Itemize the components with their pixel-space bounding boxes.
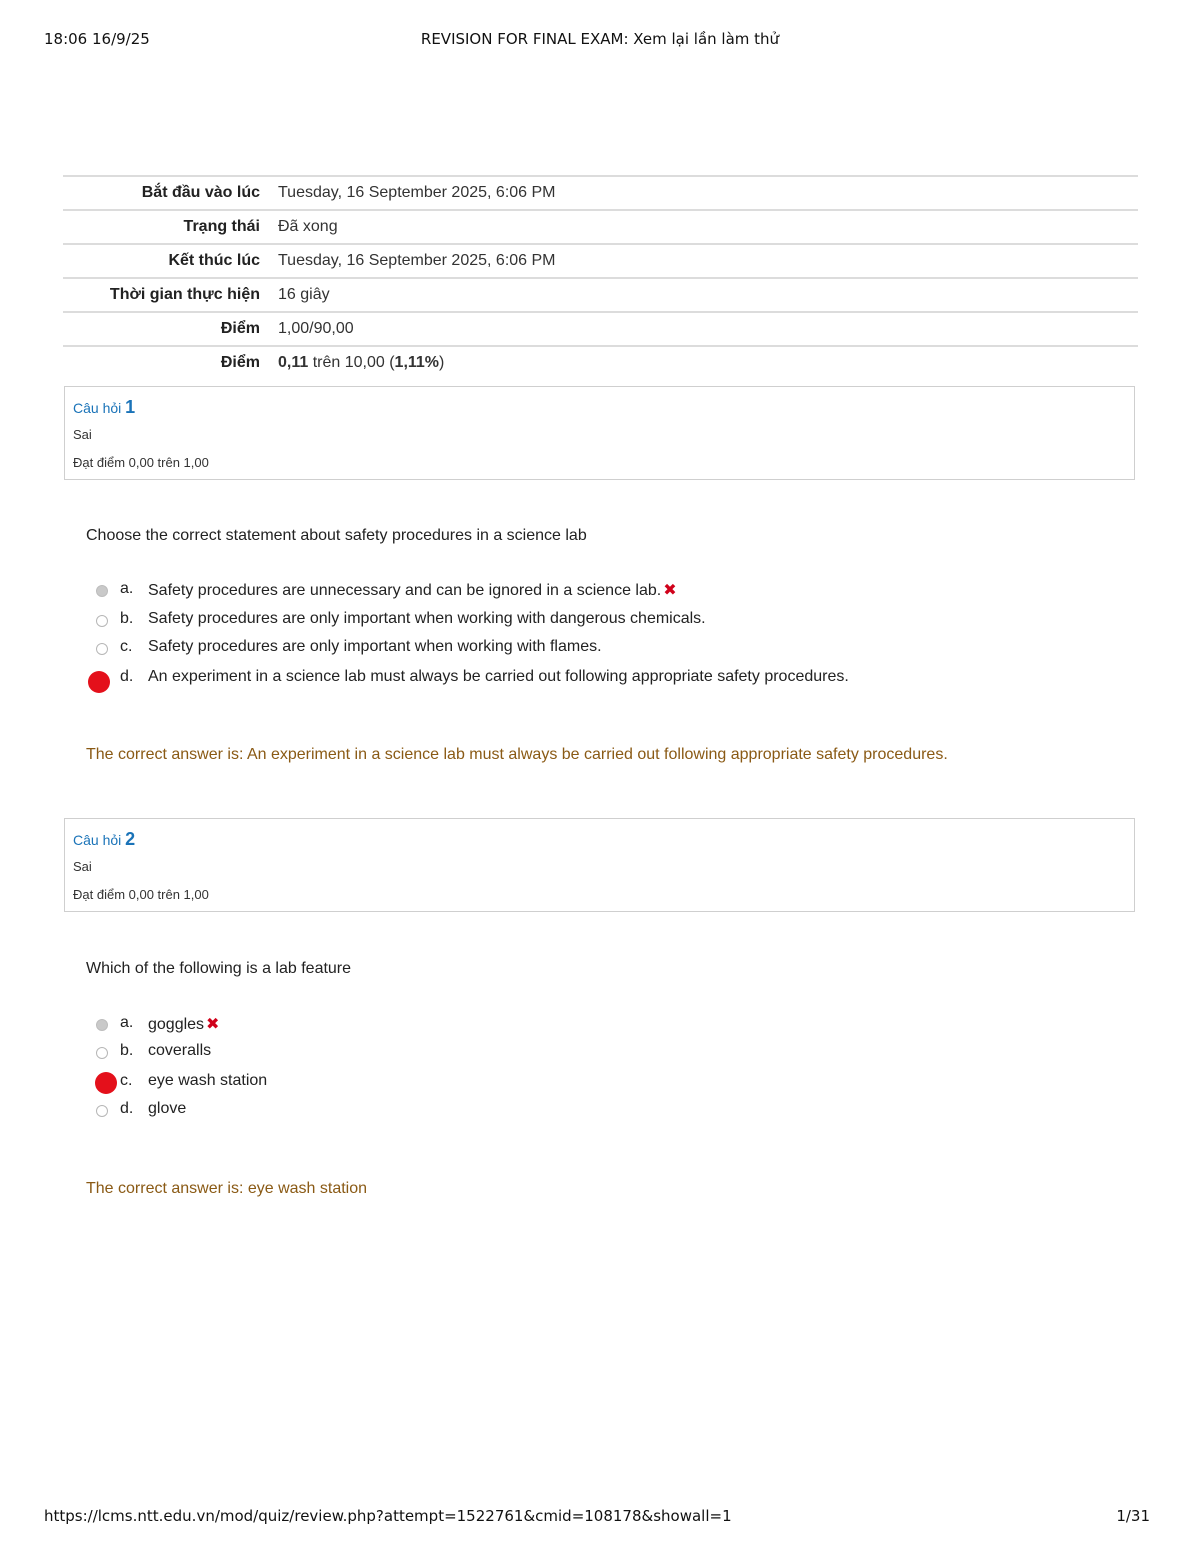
answer-text: An experiment in a science lab must always be carried out following appropriate safety procedures. xyxy=(148,668,849,685)
summary-label: Trạng thái xyxy=(183,218,260,235)
summary-row xyxy=(63,278,1138,312)
print-title: REVISION FOR FINAL EXAM: Xem lại lần làm thử xyxy=(420,30,780,48)
radio-button[interactable] xyxy=(96,615,108,627)
question-state: Sai xyxy=(73,859,92,874)
grade-value xyxy=(270,346,1138,379)
summary-label: Kết thúc lúc xyxy=(168,252,260,269)
radio-button[interactable] xyxy=(96,1047,108,1059)
question-info-2 xyxy=(64,818,1135,912)
answer-option[interactable] xyxy=(86,638,1086,664)
question-number xyxy=(73,829,135,850)
summary-value: Đã xong xyxy=(278,218,338,235)
question-prefix: Câu hỏi xyxy=(73,400,126,416)
incorrect-icon: ✖ xyxy=(206,1016,220,1033)
print-datetime: 18:06 16/9/25 xyxy=(44,30,150,48)
print-footer xyxy=(0,1507,1200,1527)
question-text: Choose the correct statement about safety procedures in a science lab xyxy=(86,527,587,544)
answer-letter: c. xyxy=(120,638,133,655)
question-number-value: 1 xyxy=(125,397,136,417)
answer-text: eye wash station xyxy=(148,1072,268,1089)
answer-letter: d. xyxy=(120,1100,134,1117)
radio-button[interactable] xyxy=(96,1105,108,1117)
summary-value: Tuesday, 16 September 2025, 6:06 PM xyxy=(278,252,556,269)
question-grade: Đạt điểm 0,00 trên 1,00 xyxy=(73,887,209,902)
question-number-value: 2 xyxy=(125,829,136,849)
answer-text: goggles xyxy=(148,1016,205,1033)
radio-button[interactable] xyxy=(96,643,108,655)
answer-letter: b. xyxy=(120,610,134,627)
summary-value: 16 giây xyxy=(278,286,330,303)
answer-option[interactable] xyxy=(86,1042,1086,1068)
question-prefix: Câu hỏi xyxy=(73,832,126,848)
grade-end: ) xyxy=(439,354,445,371)
grade-label: Điểm xyxy=(220,354,260,371)
question-number xyxy=(73,397,135,418)
answer-letter: d. xyxy=(120,668,134,685)
answer-text: glove xyxy=(148,1100,187,1117)
answer-text: Safety procedures are only important when working with dangerous chemicals. xyxy=(148,610,706,627)
answer-text: coveralls xyxy=(148,1042,212,1059)
summary-label: Thời gian thực hiện xyxy=(109,286,260,303)
answer-text: Safety procedures are only important when working with flames. xyxy=(148,638,602,655)
answer-letter: a. xyxy=(120,580,134,597)
summary-value: 1,00/90,00 xyxy=(278,320,354,337)
summary-row xyxy=(63,244,1138,278)
radio-selected[interactable] xyxy=(96,1019,108,1031)
answer-option[interactable] xyxy=(86,1100,1086,1126)
correct-answer-feedback: The correct answer is: An experiment in a science lab must always be carried out following appropriate safety procedures. xyxy=(86,746,948,763)
radio-selected[interactable] xyxy=(96,585,108,597)
grade-percent: 1,11% xyxy=(394,354,440,371)
answer-letter: b. xyxy=(120,1042,134,1059)
correct-marker-dot xyxy=(95,1072,117,1094)
answer-option[interactable] xyxy=(86,580,1086,606)
summary-value: Tuesday, 16 September 2025, 6:06 PM xyxy=(278,184,556,201)
summary-row xyxy=(63,210,1138,244)
grade-mid: trên 10,00 ( xyxy=(308,354,395,371)
summary-row xyxy=(63,176,1138,210)
attempt-summary-table xyxy=(63,175,1138,379)
answer-option[interactable] xyxy=(86,1072,1086,1098)
summary-label: Điểm xyxy=(220,320,260,337)
correct-answer-feedback: The correct answer is: eye wash station xyxy=(86,1180,368,1197)
question-info-1 xyxy=(64,386,1135,480)
summary-row xyxy=(63,346,1138,379)
grade-score: 0,11 xyxy=(278,354,309,371)
summary-row xyxy=(63,312,1138,346)
answer-option[interactable] xyxy=(86,668,1086,694)
answer-text-wrap xyxy=(148,580,677,600)
correct-marker-dot xyxy=(88,671,110,693)
answer-text: Safety procedures are unnecessary and can be ignored in a science lab. xyxy=(148,582,662,599)
question-grade: Đạt điểm 0,00 trên 1,00 xyxy=(73,455,209,470)
answer-option[interactable] xyxy=(86,610,1086,636)
question-text: Which of the following is a lab feature xyxy=(86,960,352,977)
answer-option[interactable] xyxy=(86,1014,1086,1040)
summary-label: Bắt đầu vào lúc xyxy=(141,184,260,201)
question-state: Sai xyxy=(73,427,92,442)
answer-letter: c. xyxy=(120,1072,133,1089)
answer-letter: a. xyxy=(120,1014,134,1031)
page-number: 1/31 xyxy=(1116,1507,1150,1525)
page-url: https://lcms.ntt.edu.vn/mod/quiz/review.php?attempt=1522761&cmid=108178&showall=1 xyxy=(44,1507,732,1525)
print-header xyxy=(0,30,1200,50)
incorrect-icon: ✖ xyxy=(663,582,677,599)
answer-text-wrap xyxy=(148,1014,219,1034)
